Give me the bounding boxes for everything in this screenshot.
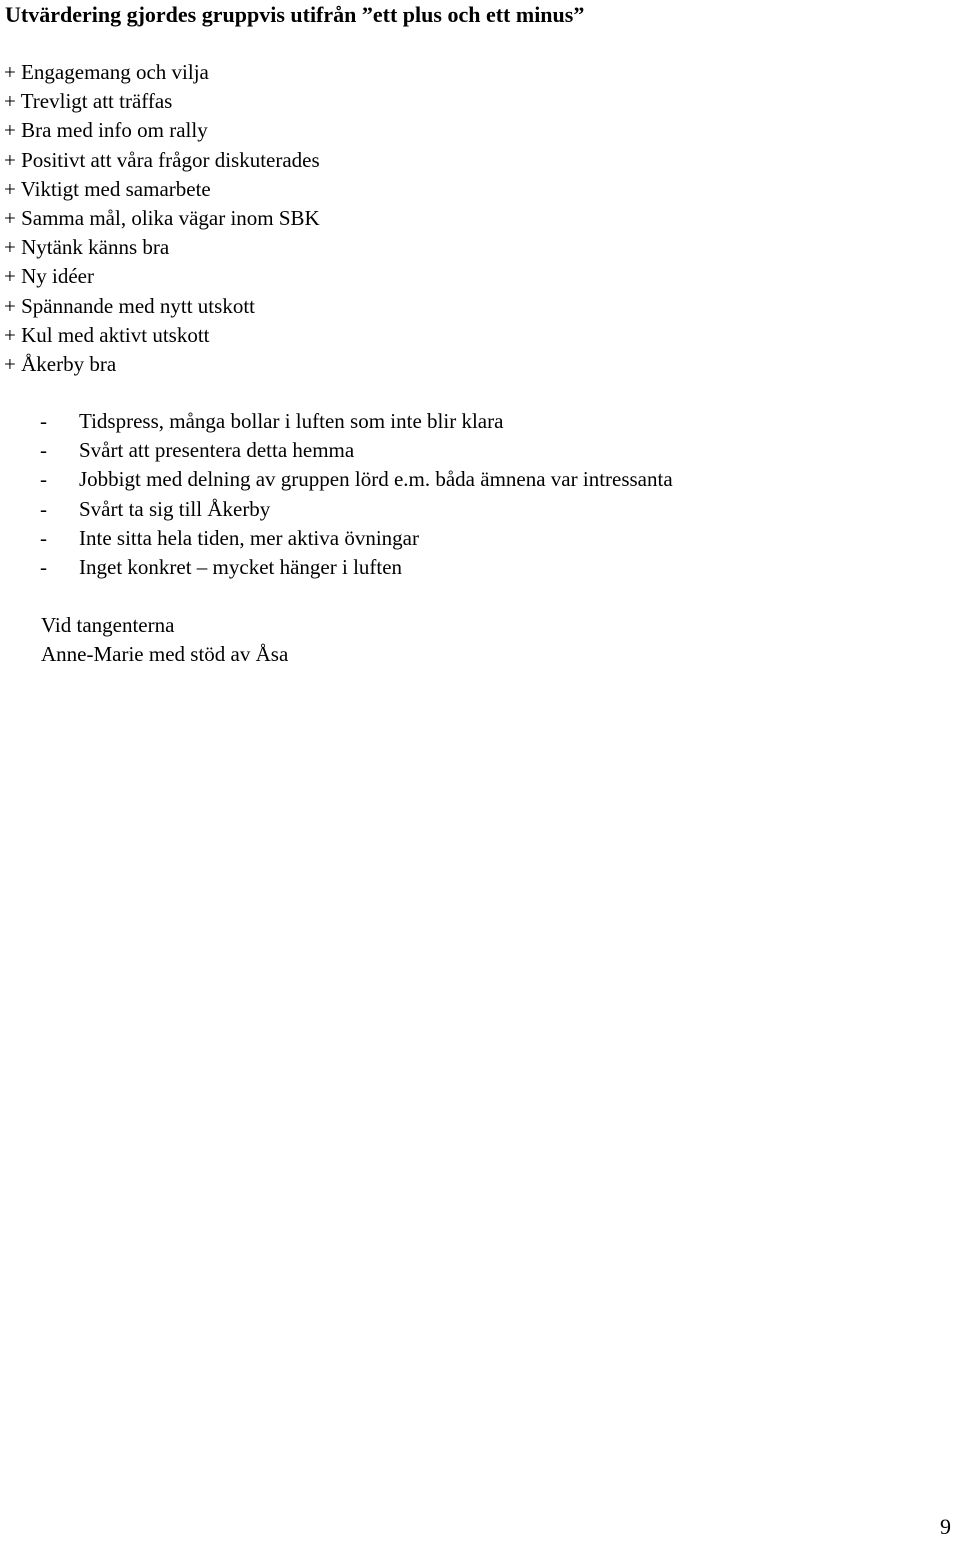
plus-item: + Engagemang och vilja	[4, 60, 209, 84]
minus-marker: -	[40, 525, 47, 550]
minus-item-text: Inte sitta hela tiden, mer aktiva övningar	[79, 525, 419, 550]
plus-item: + Trevligt att träffas	[4, 89, 173, 114]
minus-item	[40, 495, 673, 524]
plus-item: + Åkerby bra	[4, 352, 117, 377]
plus-item: + Bra med info om rally	[4, 118, 208, 143]
minus-marker: -	[40, 555, 47, 580]
minus-item	[40, 553, 673, 582]
plus-item: + Positivt att våra frågor diskuterades	[4, 147, 320, 172]
minus-item-text: Jobbigt med delning av gruppen lörd e.m. båda ämnena var intressanta	[79, 467, 673, 492]
page-title: Utvärdering gjordes gruppvis utifrån ”ett plus och ett minus”	[5, 2, 585, 27]
minus-item	[40, 465, 673, 494]
minus-item	[40, 524, 673, 553]
minus-item-text: Svårt ta sig till Åkerby	[79, 496, 271, 521]
signature-line-1: Vid tangenterna	[41, 613, 175, 637]
signature-line-2: Anne-Marie med stöd av Åsa	[41, 642, 289, 667]
minus-marker: -	[40, 438, 47, 463]
page-number: 9	[940, 1514, 951, 1539]
minus-marker: -	[40, 496, 47, 521]
minus-marker: -	[40, 409, 47, 433]
plus-item: + Samma mål, olika vägar inom SBK	[4, 206, 320, 231]
minus-item-text: Svårt att presentera detta hemma	[79, 438, 355, 463]
minus-list	[40, 407, 673, 582]
plus-list	[4, 58, 320, 379]
minus-item	[40, 436, 673, 465]
minus-item	[40, 407, 673, 436]
plus-item: + Spännande med nytt utskott	[4, 293, 255, 318]
minus-item-text: Inget konkret – mycket hänger i luften	[79, 555, 403, 580]
minus-marker: -	[40, 467, 47, 492]
minus-item-text: Tidspress, många bollar i luften som inte blir klara	[79, 409, 504, 433]
signature-block	[41, 611, 288, 669]
plus-item: + Viktigt med samarbete	[4, 176, 211, 201]
plus-item: + Ny idéer	[4, 264, 94, 289]
plus-item: + Nytänk känns bra	[4, 235, 170, 260]
plus-item: + Kul med aktivt utskott	[4, 322, 210, 347]
